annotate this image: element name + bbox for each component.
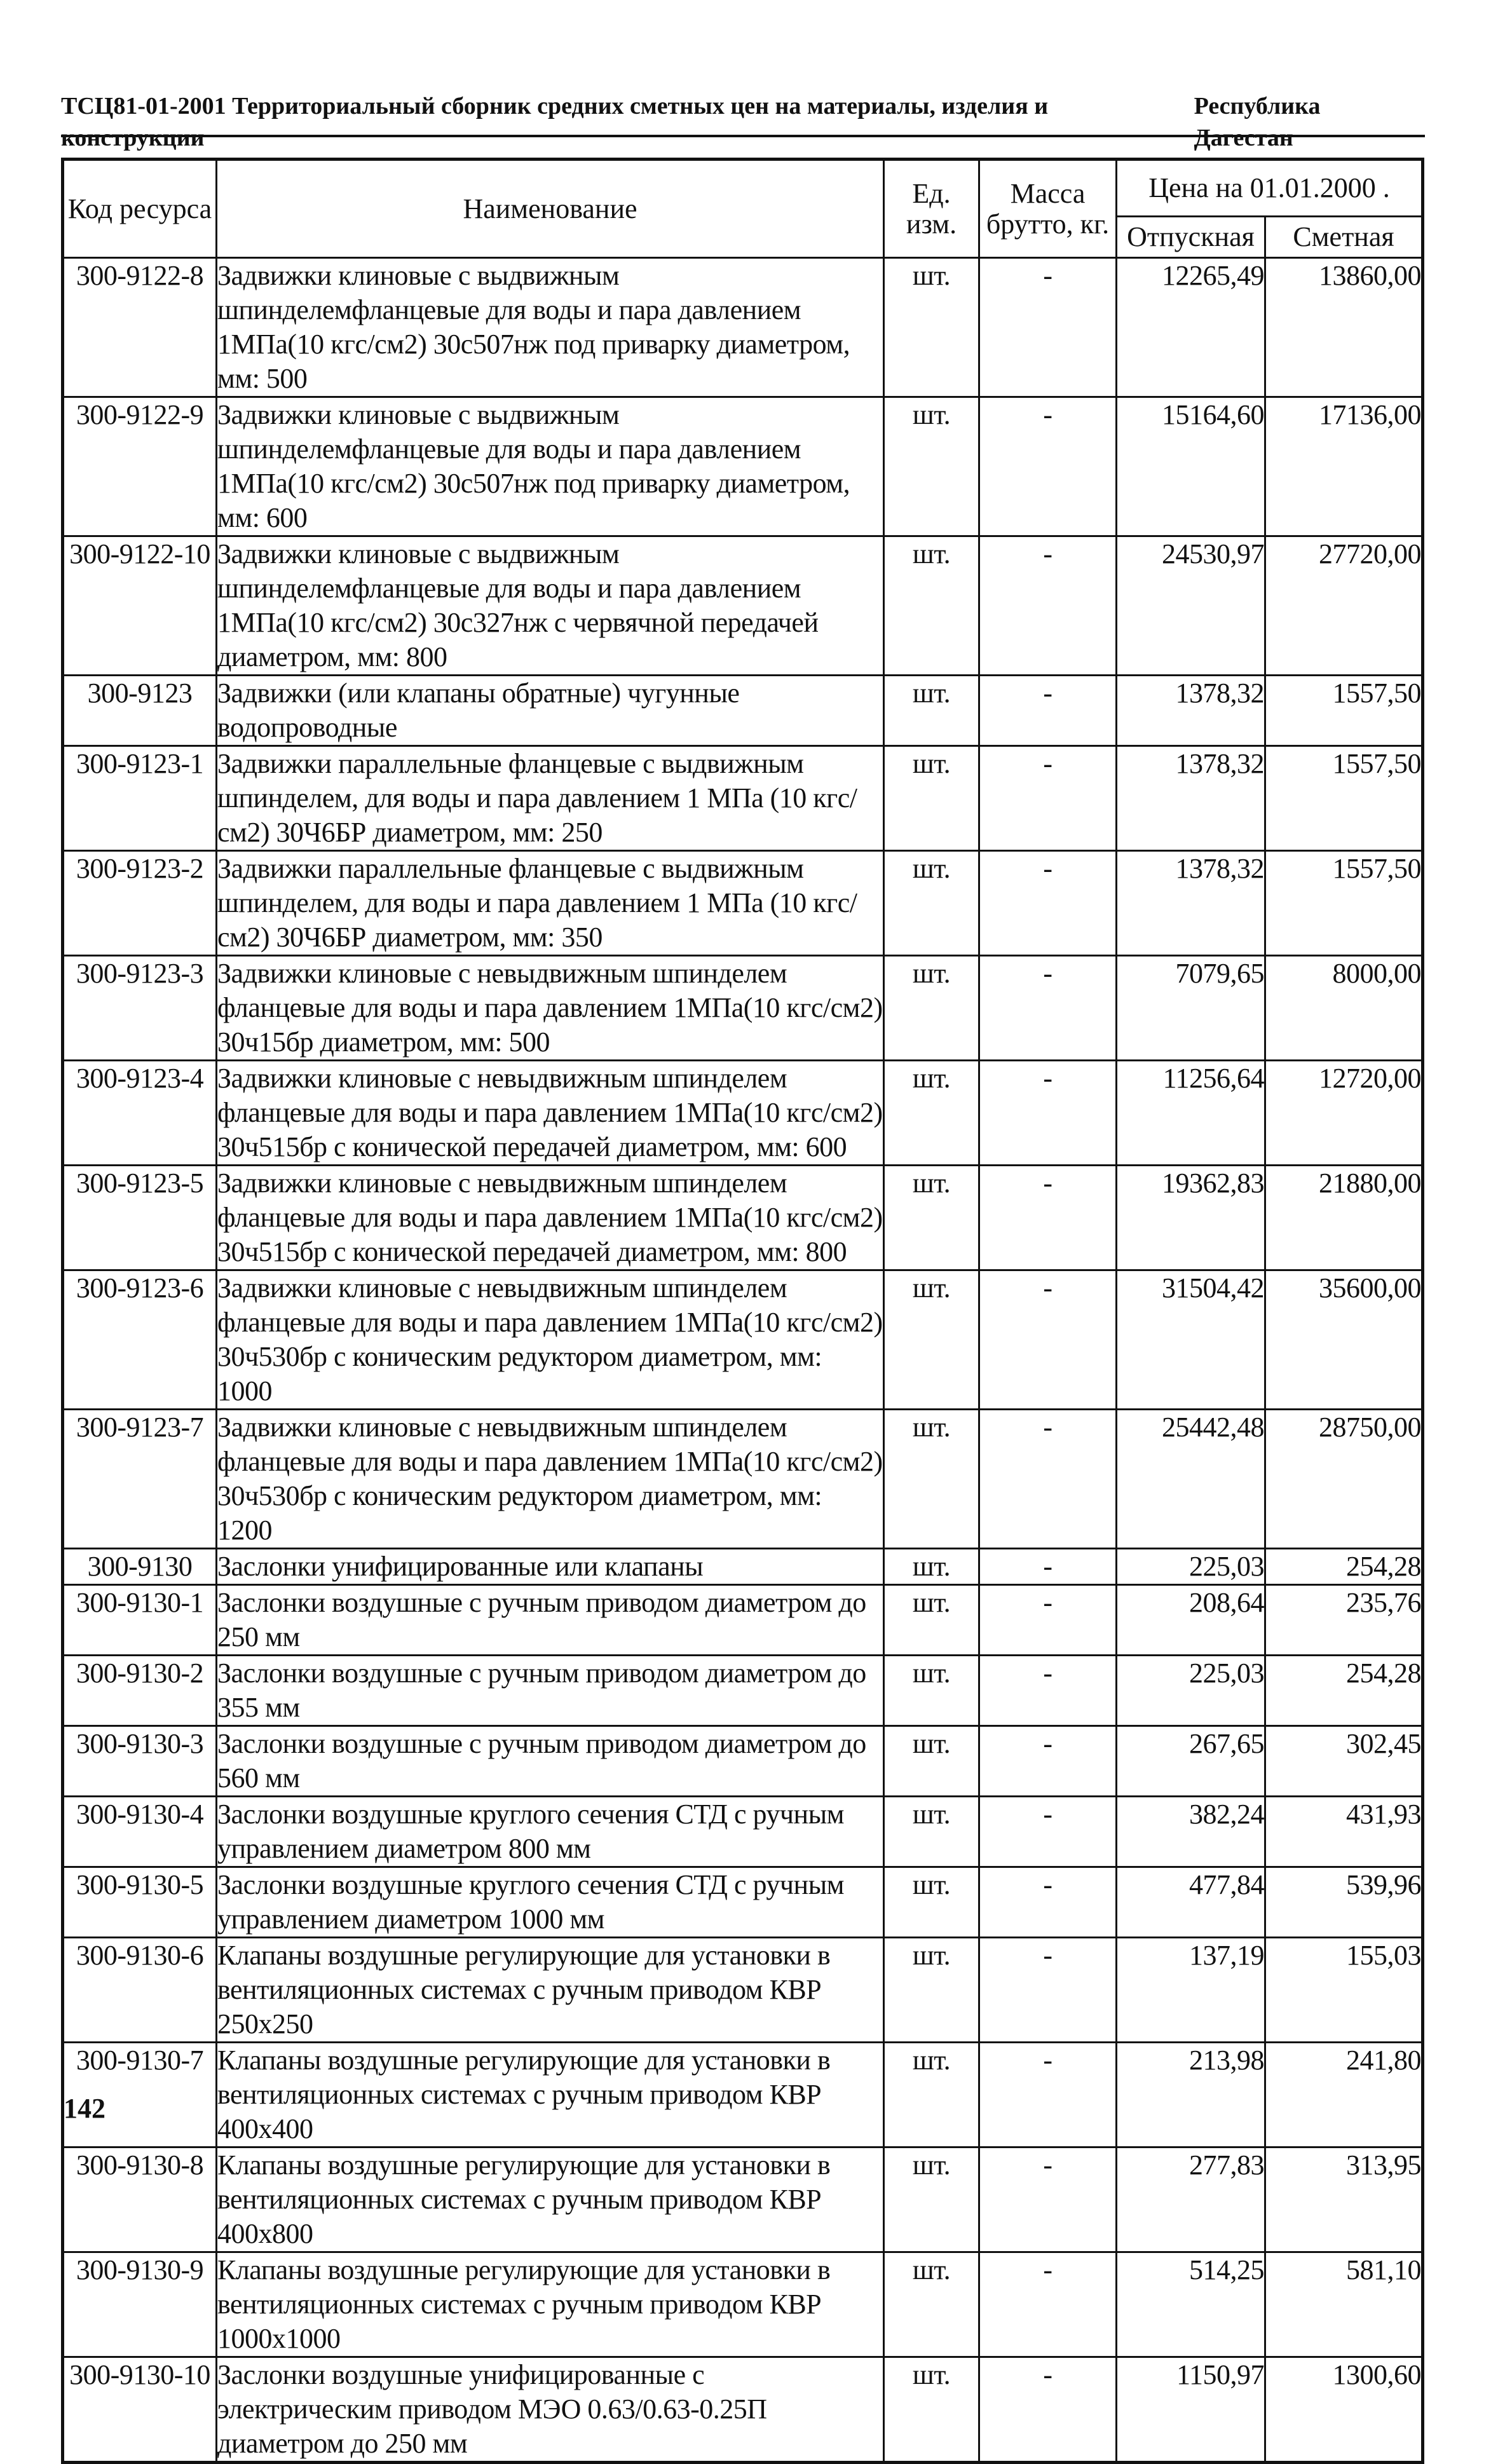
unit-cell: шт. xyxy=(884,258,979,397)
resource-name-cell: Заслонки воздушные унифицированные с электрическим приводом МЭО 0.63/0.63-0.25П диаметром до 250 мм xyxy=(217,2357,884,2463)
unit-cell: шт. xyxy=(884,746,979,851)
gross-mass-cell: - xyxy=(979,851,1117,956)
resource-name-cell: Клапаны воздушные регулирующие для установки в вентиляционных системах с ручным приводом КВР 250х250 xyxy=(217,1938,884,2043)
table-row xyxy=(63,1270,1423,1410)
estimate-price-cell: 254,28 xyxy=(1265,1549,1423,1585)
resource-code-cell: 300-9130-8 xyxy=(63,2147,217,2252)
table-row xyxy=(63,536,1423,676)
release-price-cell: 15164,60 xyxy=(1117,397,1265,536)
gross-mass-cell: - xyxy=(979,2357,1117,2463)
resource-name-cell: Задвижки параллельные фланцевые с выдвижным шпинделем, для воды и пара давлением 1 МПа (10 кгс/см2) 30Ч6БР диаметром, мм: 350 xyxy=(217,851,884,956)
release-price-cell: 19362,83 xyxy=(1117,1166,1265,1270)
gross-mass-cell: - xyxy=(979,2043,1117,2147)
estimate-price-cell: 27720,00 xyxy=(1265,536,1423,676)
estimate-price-cell: 35600,00 xyxy=(1265,1270,1423,1410)
gross-mass-cell: - xyxy=(979,2147,1117,2252)
resource-code-cell: 300-9123-3 xyxy=(63,956,217,1061)
unit-cell: шт. xyxy=(884,2147,979,2252)
unit-cell: шт. xyxy=(884,2252,979,2357)
header-code: Код ресурса xyxy=(63,160,217,258)
table-row xyxy=(63,1797,1423,1867)
header-release-price: Отпускная xyxy=(1117,217,1265,258)
resource-name-cell: Заслонки воздушные круглого сечения СТД с ручным управлением диаметром 1000 мм xyxy=(217,1867,884,1938)
estimate-price-cell: 8000,00 xyxy=(1265,956,1423,1061)
resource-name-cell: Заслонки воздушные с ручным приводом диаметром до 250 мм xyxy=(217,1585,884,1656)
header-name: Наименование xyxy=(217,160,884,258)
table-row xyxy=(63,2043,1423,2147)
estimate-price-cell: 539,96 xyxy=(1265,1867,1423,1938)
gross-mass-cell: - xyxy=(979,2252,1117,2357)
resource-name-cell: Задвижки клиновые с невыдвижным шпинделем фланцевые для воды и пара давлением 1МПа(10 кгс/см2) 30ч515бр с конической передачей диаметром, мм: 600 xyxy=(217,1061,884,1166)
table-row xyxy=(63,258,1423,397)
table-row xyxy=(63,2357,1423,2463)
release-price-cell: 25442,48 xyxy=(1117,1410,1265,1549)
price-table xyxy=(61,158,1424,2464)
unit-cell: шт. xyxy=(884,536,979,676)
resource-name-cell: Задвижки клиновые с выдвижным шпинделемфланцевые для воды и пара давлением 1МПа(10 кгс/см2) 30с507нж под приварку диаметром, мм: 500 xyxy=(217,258,884,397)
release-price-cell: 213,98 xyxy=(1117,2043,1265,2147)
release-price-cell: 225,03 xyxy=(1117,1549,1265,1585)
gross-mass-cell: - xyxy=(979,397,1117,536)
estimate-price-cell: 12720,00 xyxy=(1265,1061,1423,1166)
resource-code-cell: 300-9123-5 xyxy=(63,1166,217,1270)
unit-cell: шт. xyxy=(884,676,979,746)
table-row xyxy=(63,1726,1423,1797)
resource-code-cell: 300-9130-9 xyxy=(63,2252,217,2357)
resource-name-cell: Задвижки клиновые с невыдвижным шпинделем фланцевые для воды и пара давлением 1МПа(10 кгс/см2) 30ч515бр с конической передачей диаметром, мм: 800 xyxy=(217,1166,884,1270)
estimate-price-cell: 13860,00 xyxy=(1265,258,1423,397)
estimate-price-cell: 302,45 xyxy=(1265,1726,1423,1797)
unit-cell: шт. xyxy=(884,1166,979,1270)
resource-code-cell: 300-9123-4 xyxy=(63,1061,217,1166)
header-unit: Ед. изм. xyxy=(884,160,979,258)
table-row xyxy=(63,2147,1423,2252)
resource-code-cell: 300-9123-6 xyxy=(63,1270,217,1410)
resource-code-cell: 300-9130-6 xyxy=(63,1938,217,2043)
resource-name-cell: Заслонки воздушные круглого сечения СТД с ручным управлением диаметром 800 мм xyxy=(217,1797,884,1867)
table-row xyxy=(63,746,1423,851)
resource-name-cell: Задвижки (или клапаны обратные) чугунные водопроводные xyxy=(217,676,884,746)
release-price-cell: 137,19 xyxy=(1117,1938,1265,2043)
gross-mass-cell: - xyxy=(979,258,1117,397)
resource-name-cell: Заслонки воздушные с ручным приводом диаметром до 560 мм xyxy=(217,1726,884,1797)
header-estimate-price: Сметная xyxy=(1265,217,1423,258)
estimate-price-cell: 254,28 xyxy=(1265,1656,1423,1726)
table-row xyxy=(63,1166,1423,1270)
unit-cell: шт. xyxy=(884,1061,979,1166)
release-price-cell: 208,64 xyxy=(1117,1585,1265,1656)
unit-cell: шт. xyxy=(884,956,979,1061)
resource-code-cell: 300-9123-1 xyxy=(63,746,217,851)
gross-mass-cell: - xyxy=(979,1797,1117,1867)
release-price-cell: 382,24 xyxy=(1117,1797,1265,1867)
resource-name-cell: Клапаны воздушные регулирующие для установки в вентиляционных системах с ручным приводом КВР 400х400 xyxy=(217,2043,884,2147)
release-price-cell: 225,03 xyxy=(1117,1656,1265,1726)
resource-name-cell: Клапаны воздушные регулирующие для установки в вентиляционных системах с ручным приводом КВР 400х800 xyxy=(217,2147,884,2252)
gross-mass-cell: - xyxy=(979,1270,1117,1410)
resource-code-cell: 300-9122-9 xyxy=(63,397,217,536)
gross-mass-cell: - xyxy=(979,1549,1117,1585)
estimate-price-cell: 21880,00 xyxy=(1265,1166,1423,1270)
table-row xyxy=(63,1867,1423,1938)
estimate-price-cell: 28750,00 xyxy=(1265,1410,1423,1549)
resource-code-cell: 300-9130-10 xyxy=(63,2357,217,2463)
release-price-cell: 11256,64 xyxy=(1117,1061,1265,1166)
resource-code-cell: 300-9123-7 xyxy=(63,1410,217,1549)
estimate-price-cell: 431,93 xyxy=(1265,1797,1423,1867)
header-title: ТСЦ81-01-2001 Территориальный сборник средних сметных цен на материалы, изделия и конструкции xyxy=(61,93,1049,151)
release-price-cell: 24530,97 xyxy=(1117,536,1265,676)
gross-mass-cell: - xyxy=(979,536,1117,676)
gross-mass-cell: - xyxy=(979,1938,1117,2043)
unit-cell: шт. xyxy=(884,1585,979,1656)
release-price-cell: 1150,97 xyxy=(1117,2357,1265,2463)
release-price-cell: 1378,32 xyxy=(1117,851,1265,956)
resource-code-cell: 300-9123 xyxy=(63,676,217,746)
table-row xyxy=(63,1061,1423,1166)
unit-cell: шт. xyxy=(884,1726,979,1797)
resource-name-cell: Заслонки унифицированные или клапаны xyxy=(217,1549,884,1585)
resource-code-cell: 300-9130-7 xyxy=(63,2043,217,2147)
gross-mass-cell: - xyxy=(979,1585,1117,1656)
estimate-price-cell: 155,03 xyxy=(1265,1938,1423,2043)
release-price-cell: 7079,65 xyxy=(1117,956,1265,1061)
release-price-cell: 277,83 xyxy=(1117,2147,1265,2252)
table-body xyxy=(63,258,1423,2463)
unit-cell: шт. xyxy=(884,397,979,536)
estimate-price-cell: 313,95 xyxy=(1265,2147,1423,2252)
gross-mass-cell: - xyxy=(979,676,1117,746)
release-price-cell: 1378,32 xyxy=(1117,676,1265,746)
unit-cell: шт. xyxy=(884,2043,979,2147)
resource-name-cell: Задвижки клиновые с невыдвижным шпинделем фланцевые для воды и пара давлением 1МПа(10 кгс/см2) 30ч530бр с коническим редуктором диаметром, мм: 1000 xyxy=(217,1270,884,1410)
page-number: 142 xyxy=(64,2093,106,2124)
estimate-price-cell: 1300,60 xyxy=(1265,2357,1423,2463)
resource-code-cell: 300-9130 xyxy=(63,1549,217,1585)
gross-mass-cell: - xyxy=(979,1726,1117,1797)
unit-cell: шт. xyxy=(884,1270,979,1410)
header-mass: Масса брутто, кг. xyxy=(979,160,1117,258)
unit-cell: шт. xyxy=(884,1549,979,1585)
gross-mass-cell: - xyxy=(979,1410,1117,1549)
table-row xyxy=(63,1410,1423,1549)
unit-cell: шт. xyxy=(884,1797,979,1867)
resource-code-cell: 300-9130-1 xyxy=(63,1585,217,1656)
unit-cell: шт. xyxy=(884,851,979,956)
gross-mass-cell: - xyxy=(979,746,1117,851)
resource-code-cell: 300-9130-4 xyxy=(63,1797,217,1867)
gross-mass-cell: - xyxy=(979,956,1117,1061)
gross-mass-cell: - xyxy=(979,1867,1117,1938)
unit-cell: шт. xyxy=(884,1410,979,1549)
header-price: Цена на 01.01.2000 . xyxy=(1117,160,1423,217)
resource-code-cell: 300-9122-8 xyxy=(63,258,217,397)
resource-code-cell: 300-9123-2 xyxy=(63,851,217,956)
resource-name-cell: Задвижки параллельные фланцевые с выдвижным шпинделем, для воды и пара давлением 1 МПа (10 кгс/см2) 30Ч6БР диаметром, мм: 250 xyxy=(217,746,884,851)
table-row xyxy=(63,397,1423,536)
release-price-cell: 477,84 xyxy=(1117,1867,1265,1938)
gross-mass-cell: - xyxy=(979,1656,1117,1726)
estimate-price-cell: 1557,50 xyxy=(1265,746,1423,851)
estimate-price-cell: 241,80 xyxy=(1265,2043,1423,2147)
unit-cell: шт. xyxy=(884,2357,979,2463)
table-row xyxy=(63,2252,1423,2357)
resource-name-cell: Заслонки воздушные с ручным приводом диаметром до 355 мм xyxy=(217,1656,884,1726)
estimate-price-cell: 17136,00 xyxy=(1265,397,1423,536)
unit-cell: шт. xyxy=(884,1938,979,2043)
resource-code-cell: 300-9122-10 xyxy=(63,536,217,676)
resource-name-cell: Задвижки клиновые с невыдвижным шпинделем фланцевые для воды и пара давлением 1МПа(10 кгс/см2) 30ч530бр с коническим редуктором диаметром, мм: 1200 xyxy=(217,1410,884,1549)
resource-name-cell: Задвижки клиновые с невыдвижным шпинделем фланцевые для воды и пара давлением 1МПа(10 кгс/см2) 30ч15бр диаметром, мм: 500 xyxy=(217,956,884,1061)
gross-mass-cell: - xyxy=(979,1166,1117,1270)
estimate-price-cell: 581,10 xyxy=(1265,2252,1423,2357)
table-row xyxy=(63,676,1423,746)
page-header xyxy=(61,90,1425,151)
estimate-price-cell: 1557,50 xyxy=(1265,676,1423,746)
release-price-cell: 12265,49 xyxy=(1117,258,1265,397)
resource-name-cell: Клапаны воздушные регулирующие для установки в вентиляционных системах с ручным приводом КВР 1000х1000 xyxy=(217,2252,884,2357)
table-row xyxy=(63,851,1423,956)
release-price-cell: 1378,32 xyxy=(1117,746,1265,851)
estimate-price-cell: 1557,50 xyxy=(1265,851,1423,956)
table-row xyxy=(63,956,1423,1061)
table-row xyxy=(63,1585,1423,1656)
resource-name-cell: Задвижки клиновые с выдвижным шпинделемфланцевые для воды и пара давлением 1МПа(10 кгс/см2) 30с507нж под приварку диаметром, мм: 600 xyxy=(217,397,884,536)
release-price-cell: 267,65 xyxy=(1117,1726,1265,1797)
gross-mass-cell: - xyxy=(979,1061,1117,1166)
resource-name-cell: Задвижки клиновые с выдвижным шпинделемфланцевые для воды и пара давлением 1МПа(10 кгс/см2) 30с327нж с червячной передачей диаметром, мм: 800 xyxy=(217,536,884,676)
header-region: Республика Дагестан xyxy=(1194,93,1321,151)
resource-code-cell: 300-9130-2 xyxy=(63,1656,217,1726)
unit-cell: шт. xyxy=(884,1656,979,1726)
table-row xyxy=(63,1656,1423,1726)
table-row xyxy=(63,1549,1423,1585)
resource-code-cell: 300-9130-3 xyxy=(63,1726,217,1797)
estimate-price-cell: 235,76 xyxy=(1265,1585,1423,1656)
resource-code-cell: 300-9130-5 xyxy=(63,1867,217,1938)
table-row xyxy=(63,1938,1423,2043)
release-price-cell: 514,25 xyxy=(1117,2252,1265,2357)
unit-cell: шт. xyxy=(884,1867,979,1938)
release-price-cell: 31504,42 xyxy=(1117,1270,1265,1410)
